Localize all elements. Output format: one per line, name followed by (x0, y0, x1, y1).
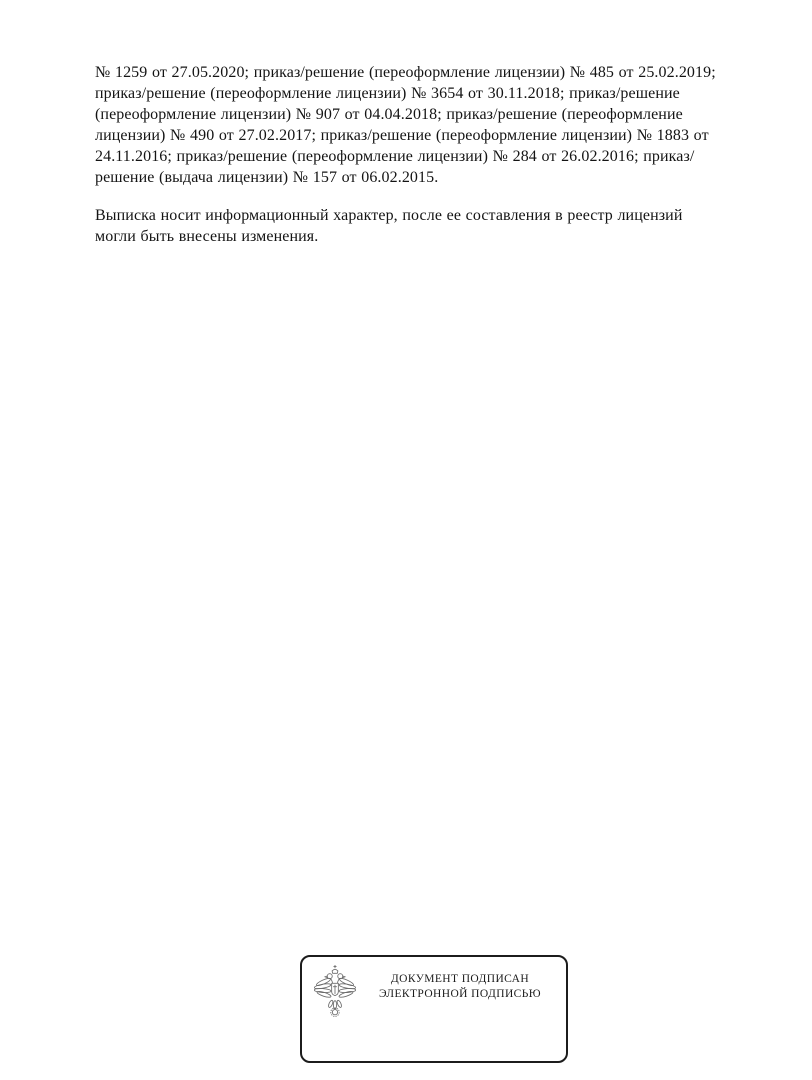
stamp-line-2: ЭЛЕКТРОННОЙ ПОДПИСЬЮ (379, 988, 541, 1000)
license-orders-paragraph: № 1259 от 27.05.2020; приказ/решение (переоформление лицензии) № 485 от 25.02.2019; приказ/решение (переоформление лицензии) № 3654 от 30.11.2018; приказ/решение (переоформление лицензии) № 907 от 04.04.2018; приказ/решение (переоформление лицензии) № 490 от 27.02.2017; приказ/решение (переоформление лицензии) № 1883 от 24.11.2016; приказ/решение (переоформление лицензии) № 284 от 26.02.2016; приказ/решение (выдача лицензии) № 157 от 06.02.2015. (95, 64, 716, 186)
note-paragraph: Выписка носит информационный характер, после ее составления в реестр лицензий могли быть внесены изменения. (95, 207, 683, 245)
double-headed-eagle-icon (314, 964, 356, 1018)
electronic-signature-stamp (300, 955, 568, 1063)
stamp-text (360, 972, 560, 1002)
stamp-line-1: ДОКУМЕНТ ПОДПИСАН (390, 973, 530, 985)
